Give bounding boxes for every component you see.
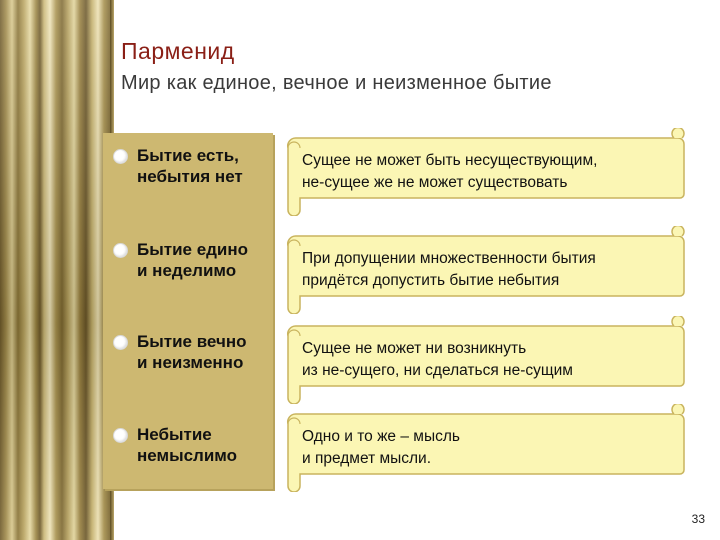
decorative-gold-panel bbox=[0, 0, 110, 540]
theses-box bbox=[103, 133, 273, 489]
thesis-text: Бытие вечно и неизменно bbox=[137, 332, 247, 372]
slide-title: Парменид bbox=[121, 38, 235, 64]
explanation-text: При допущении множественности бытия придётся допустить бытие небытия bbox=[302, 250, 596, 289]
slide-subtitle: Мир как единое, вечное и неизменное бытие bbox=[121, 72, 552, 94]
bullet-icon bbox=[113, 243, 128, 258]
explanation-scroll bbox=[282, 404, 688, 486]
bullet-icon bbox=[113, 149, 128, 164]
bullet-icon bbox=[113, 335, 128, 350]
explanation-scroll bbox=[282, 128, 688, 210]
thesis-text: Бытие едино и неделимо bbox=[137, 240, 249, 280]
page-number: 33 bbox=[691, 512, 705, 526]
thesis-text: Небытие немыслимо bbox=[137, 425, 238, 465]
explanation-text: Сущее не может быть несуществующим, не-сущее же не может существовать bbox=[302, 152, 598, 191]
bullet-icon bbox=[113, 428, 128, 443]
explanation-scroll bbox=[282, 226, 688, 308]
explanation-text: Сущее не может ни возникнуть из не-сущего, ни сделаться не-сущим bbox=[302, 340, 573, 379]
explanation-scroll bbox=[282, 316, 688, 398]
explanation-text: Одно и то же – мысль и предмет мысли. bbox=[302, 428, 460, 467]
thesis-text: Бытие есть, небытия нет bbox=[137, 146, 243, 186]
